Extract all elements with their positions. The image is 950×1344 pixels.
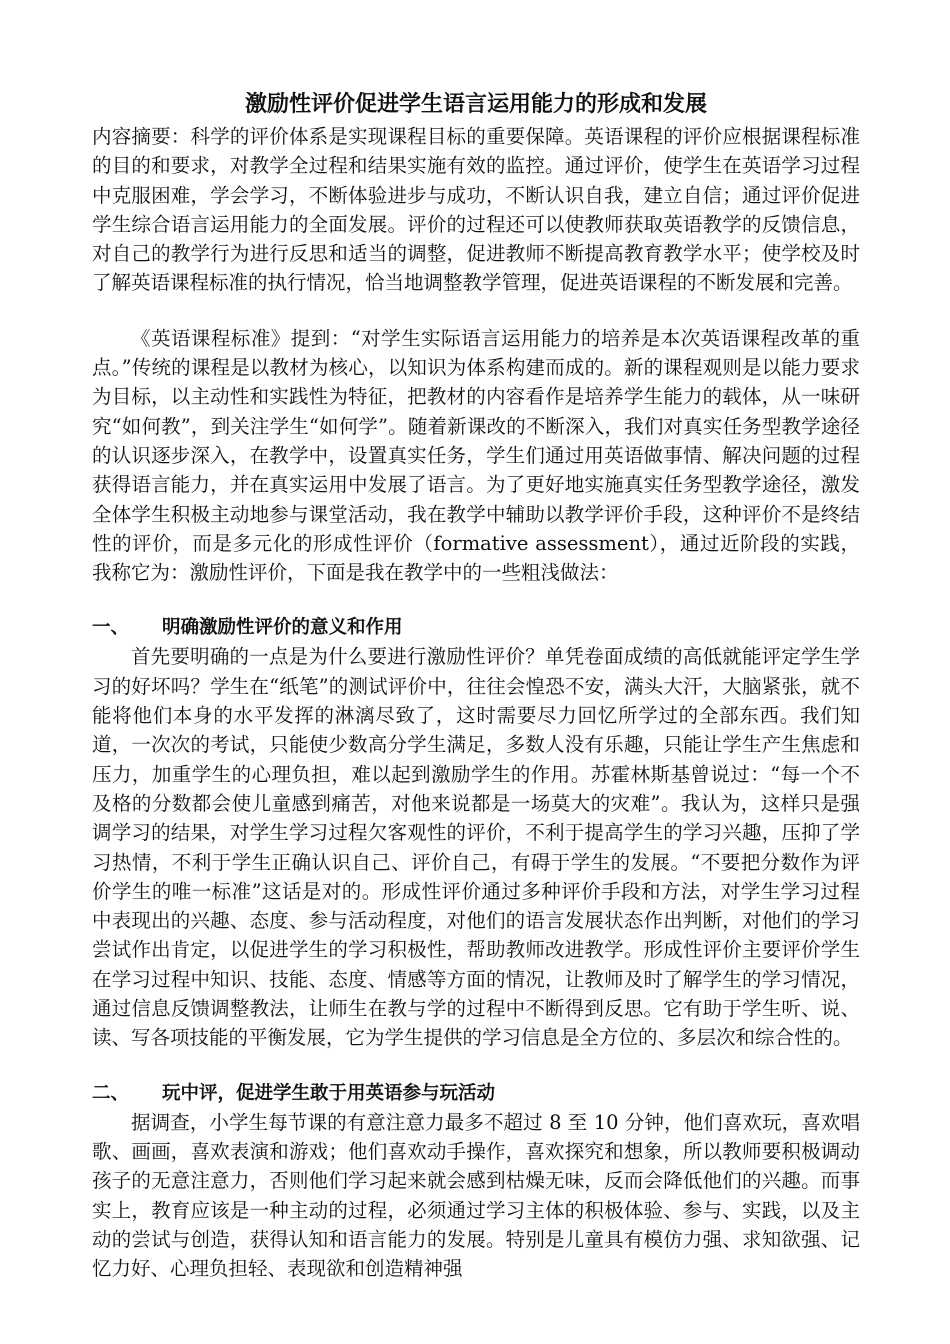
section-body-1: 首先要明确的一点是为什么要进行激励性评价？单凭卷面成绩的高低就能评定学生学习的好坏吗？学生在“纸笔”的测试评价中，往往会惶恐不安，满头大汗，大脑紧张，就不能将他们本身的水平发挥的淋漓尽致了，这时需要尽力回忆所学过的全部东西。我们知道，一次次的考试，只能使少数高分学生满足，多数人没有乐趣，只能让学生产生焦虑和压力，加重学生的心理负担，难以起到激励学生的作用。苏霍林斯基曾说过：“每一个不及格的分数都会使儿童感到痛苦，对他来说都是一场莫大的灾难”。我认为，这样只是强调学习的结果，对学生学习过程欠客观性的评价，不利于提高学生的学习兴趣，压抑了学习热情，不利于学生正确认识自己、评价自己，有碍于学生的发展。“不要把分数作为评价学生的唯一标准”这话是对的。形成性评价通过多种评价手段和方法，对学生学习过程中表现出的兴趣、态度、参与活动程度，对他们的语言发展状态作出判断，对他们的学习尝试作出肯定，以促进学生的学习积极性，帮助教师改进教学。形成性评价主要评价学生在学习过程中知识、技能、态度、情感等方面的情况，让教师及时了解学生的学习情况，通过信息反馈调整教法，让师生在教与学的过程中不断得到反思。它有助于学生听、说、读、写各项技能的平衡发展，它为学生提供的学习信息是全方位的、多层次和综合性的。	[92, 645, 860, 1050]
paragraph-gap	[92, 587, 860, 613]
intro-paragraph: 《英语课程标准》提到：“对学生实际语言运用能力的培养是本次英语课程改革的重点。”传统的课程是以教材为核心，以知识为体系构建而成的。新的课程观则是以能力要求为目标，以主动性和实践性为特征，把教材的内容看作是培养学生能力的载体，从一味研究“如何教”，到关注学生“如何学”。随着新课改的不断深入，我们对真实任务型教学途径的认识逐步深入，在教学中，设置真实任务，学生们通过用英语做事情、解决问题的过程获得语言能力，并在真实运用中发展了语言。为了更好地实施真实任务型教学途径，激发全体学生积极主动地参与课堂活动，我在教学中辅助以教学评价手段，这种评价不是终结性的评价，而是多元化的形成性评价（formative assessment），通过近阶段的实践，我称它为：激励性评价，下面是我在教学中的一些粗浅做法：	[92, 326, 860, 585]
section-heading-1	[92, 613, 860, 642]
section-body-2: 据调查，小学生每节课的有意注意力最多不超过 8 至 10 分钟，他们喜欢玩，喜欢唱歌、画画，喜欢表演和游戏；他们喜欢动手操作，喜欢探究和想象，所以教师要积极调动孩子的无意注意力，否则他们学习起来就会感到枯燥无味，反而会降低他们的兴趣。而事实上，教育应该是一种主动的过程，必须通过学习主体的积极体验、参与、实践，以及主动的尝试与创造，获得认知和语言能力的发展。特别是儿童具有模仿力强、求知欲强、记忆力好、心理负担轻、表现欲和创造精神强	[92, 1110, 860, 1281]
section-number: 一、	[92, 617, 130, 639]
section-heading-2	[92, 1079, 860, 1108]
abstract-paragraph: 内容摘要：科学的评价体系是实现课程目标的重要保障。英语课程的评价应根据课程标准的目的和要求，对教学全过程和结果实施有效的监控。通过评价，使学生在英语学习过程中克服困难，学会学习，不断体验进步与成功，不断认识自我，建立自信；通过评价促进学生综合语言运用能力的全面发展。评价的过程还可以使教师获取英语教学的反馈信息，对自己的教学行为进行反思和适当的调整，促进教师不断提高教育教学水平；使学校及时了解英语课程标准的执行情况，恰当地调整教学管理，促进英语课程的不断发展和完善。	[92, 125, 860, 295]
document-page	[92, 88, 860, 1283]
paragraph-gap	[92, 298, 860, 324]
section-heading-text: 明确激励性评价的意义和作用	[162, 617, 403, 639]
section-number: 二、	[92, 1082, 130, 1104]
section-heading-text: 玩中评，促进学生敢于用英语参与玩活动	[162, 1082, 496, 1104]
document-title: 激励性评价促进学生语言运用能力的形成和发展	[244, 92, 707, 117]
paragraph-gap	[92, 1053, 860, 1079]
